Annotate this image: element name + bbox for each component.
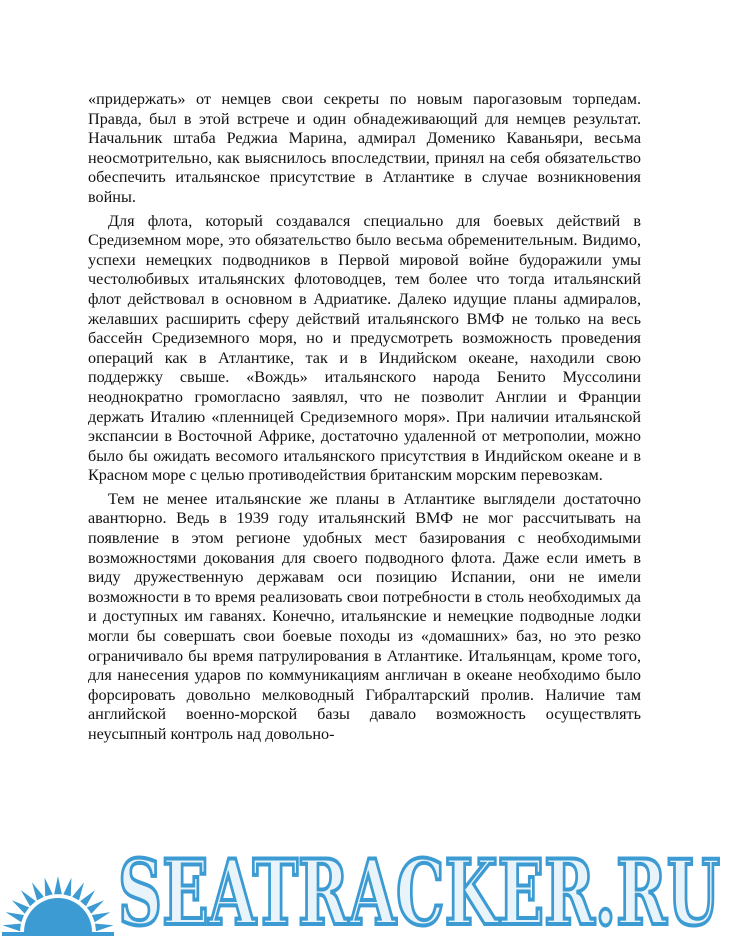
- paragraph-2: Для флота, который создавался специально для боевых действий в Средиземном море, это обязательство было весьма обременительным. Видимо, успехи немецких подводников в Первой мировой войне будоражили умы честолюбивых итальянских флотоводцев, тем более что тогда итальянский флот действовал в основном в Адриатике. Далеко идущие планы адмиралов, желавших расширить сферу действий итальянского ВМФ не только на весь бассейн Средиземного моря, но и предусмотреть возможность проведения операций как в Атлантике, так и в Индийском океане, находили свою поддержку свыше. «Вождь» итальянского народа Бенито Муссолини неоднократно громогласно заявлял, что не позволит Англии и Франции держать Италию «пленницей Средиземного моря». При наличии итальянской экспансии в Восточной Африке, достаточно удаленной от метрополии, можно было бы ожидать весомого итальянского присутствия в Индийском океане и в Красном море с целью противодействия британским морским перевозкам.: [88, 211, 641, 485]
- sun-ray: [32, 882, 44, 900]
- sun-ray: [95, 924, 114, 932]
- page-body: [88, 90, 641, 745]
- sun-ray: [63, 878, 71, 897]
- sun-ray: [87, 900, 104, 914]
- sun-ray: [72, 882, 84, 900]
- sun-ray: [12, 900, 29, 914]
- sun-ray: [2, 924, 21, 932]
- sun-ray: [45, 878, 53, 897]
- sun-ray: [54, 876, 62, 894]
- sun-ray: [21, 890, 36, 906]
- paragraph-3: Тем не менее итальянские же планы в Атлантике выглядели достаточно авантюрно. Ведь в 1939 году итальянский ВМФ не мог рассчитывать на появление в этом регионе удобных мест базирования с необходимыми возможностями докования для своего подводного флота. Даже если иметь в виду дружественную державам оси позицию Испании, они не имели возможности в то время реализовать свои потребности в столь необходимых да и доступных им гаванях. Конечно, итальянские и немецкие подводные лодки могли бы совершать свои боевые походы из «домашних» баз, но это резко ограничивало бы время патрулирования в Атлантике. Итальянцам, кроме того, для нанесения ударов по коммуникациям англичан в океане необходимо было форсировать довольно мелководный Гибралтарский пролив. Наличие там английской военно-морской базы давало возможность осуществлять неусыпный контроль над довольно-: [88, 489, 641, 743]
- watermark-logo: [116, 836, 724, 936]
- paragraph-1: «придержать» от немцев свои секреты по новым парогазовым торпедам. Правда, был в этой встрече и один обнадеживающий для немцев результат. Начальник штаба Реджиа Марина, адмирал Доменико Каваньяри, весьма неосмотрительно, как выяснилось впоследствии, принял на себя обязательство обеспечить итальянское присутствие в Атлантике в случае возникновения войны.: [88, 90, 641, 206]
- watermark-text: SEATRACKER.RU: [118, 840, 720, 936]
- sun-ray: [80, 890, 95, 906]
- watermark: [0, 836, 730, 945]
- sunburst-icon: [2, 836, 114, 936]
- sun-ray: [6, 912, 24, 922]
- sun-ray: [92, 912, 110, 922]
